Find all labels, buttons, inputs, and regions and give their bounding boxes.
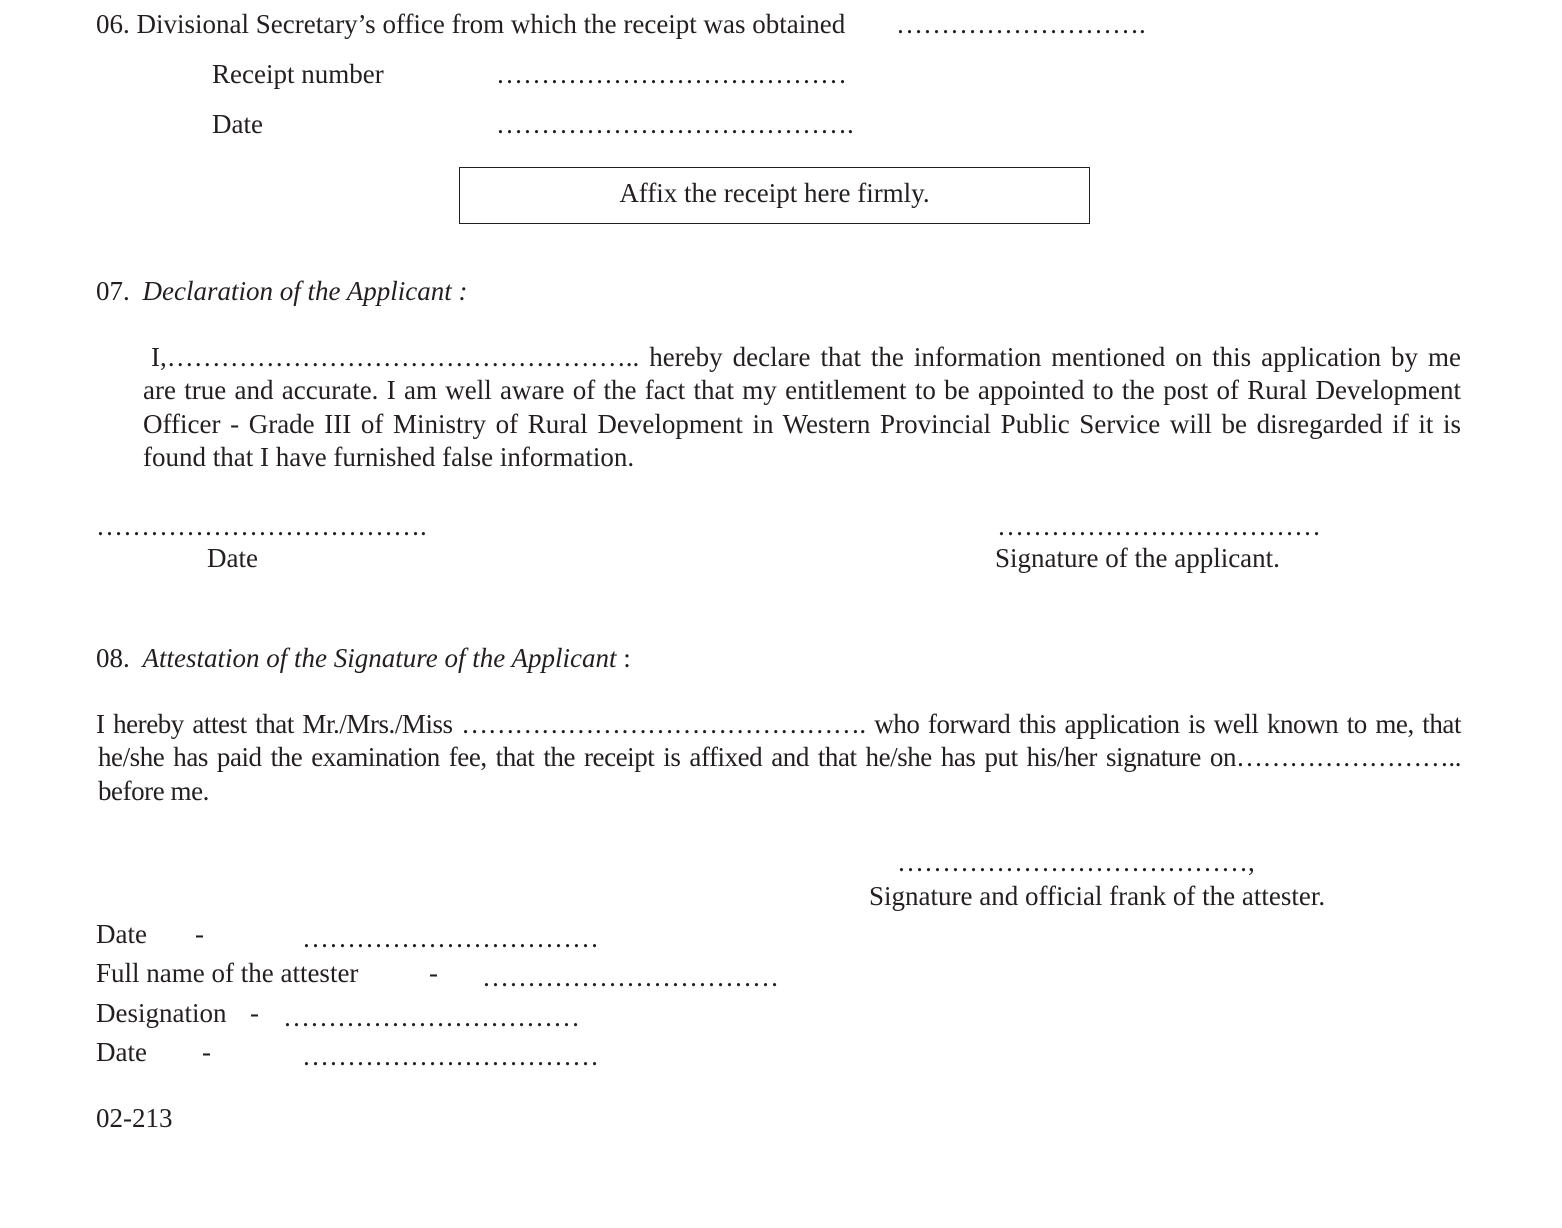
section-07-title: Declaration of the Applicant : [142, 276, 468, 306]
attester-signature-field[interactable]: …………………………………, [897, 847, 1255, 877]
declaration-line: Officer - Grade III of Ministry of Rural Development in Western Provincial Public Service will be disregarded if it is [143, 408, 1461, 439]
attestation-line: before me. [98, 775, 209, 806]
attester-name-dash: - [429, 958, 438, 988]
attestation-line: I hereby attest that Mr./Mrs./Miss ………………………………………. who forward this application is well known to me, that [96, 709, 1461, 739]
declaration-date-field[interactable]: ………………………………. [96, 511, 427, 541]
attester-designation-label: Designation [96, 998, 227, 1028]
receipt-date-field[interactable]: …………………………………. [496, 109, 854, 139]
receipt-affix-text: Affix the receipt here firmly. [619, 178, 930, 208]
attester-designation-field[interactable]: …………………………… [283, 1002, 580, 1032]
attestation-date-field[interactable]: …………………………… [302, 1041, 599, 1071]
attester-date-dash: - [195, 919, 204, 949]
attester-name-field[interactable]: …………………………… [482, 962, 779, 992]
declaration-line: are true and accurate. I am well aware of the fact that my entitlement to be appointed to the post of Rural Development [143, 375, 1461, 406]
attestation-date-label: Date [96, 1037, 147, 1067]
receipt-date-label: Date [212, 109, 263, 139]
attester-date-field[interactable]: …………………………… [302, 923, 599, 953]
attester-name-label: Full name of the attester [96, 958, 359, 988]
applicant-signature-field[interactable]: ……………………………… [997, 511, 1321, 541]
receipt-number-label: Receipt number [212, 59, 384, 89]
applicant-signature-label: Signature of the applicant. [995, 543, 1280, 573]
declaration-date-label: Date [207, 543, 258, 573]
section-06-heading: 06. Divisional Secretary’s office from which the receipt was obtained [96, 9, 846, 39]
attestation-paragraph [96, 708, 1461, 808]
section-07-heading [96, 275, 467, 307]
attester-designation-dash: - [250, 998, 259, 1028]
page-code: 02-213 [96, 1103, 173, 1133]
attestation-date-dash: - [202, 1037, 211, 1067]
section-08-title: Attestation of the Signature of the Applicant [142, 643, 617, 673]
attester-signature-label: Signature and official frank of the attester. [869, 881, 1326, 911]
attestation-line: he/she has paid the examination fee, that the receipt is affixed and that he/she has put his/her signature on…………………….. [98, 742, 1461, 773]
section-07-number: 07. [96, 276, 130, 306]
section-08-heading [96, 642, 631, 674]
receipt-affix-box [459, 167, 1090, 224]
section-08-colon: : [616, 643, 631, 673]
section-08-number: 08. [96, 643, 130, 673]
office-name-field[interactable]: ………………………. [896, 9, 1146, 39]
attester-date-label: Date [96, 919, 147, 949]
declaration-line: I,…………………………………………….. hereby declare that the information mentioned on this application by me [151, 342, 1461, 372]
declaration-paragraph [143, 341, 1461, 474]
declaration-line: found that I have furnished false information. [143, 441, 635, 472]
receipt-number-field[interactable]: ………………………………… [496, 59, 847, 89]
